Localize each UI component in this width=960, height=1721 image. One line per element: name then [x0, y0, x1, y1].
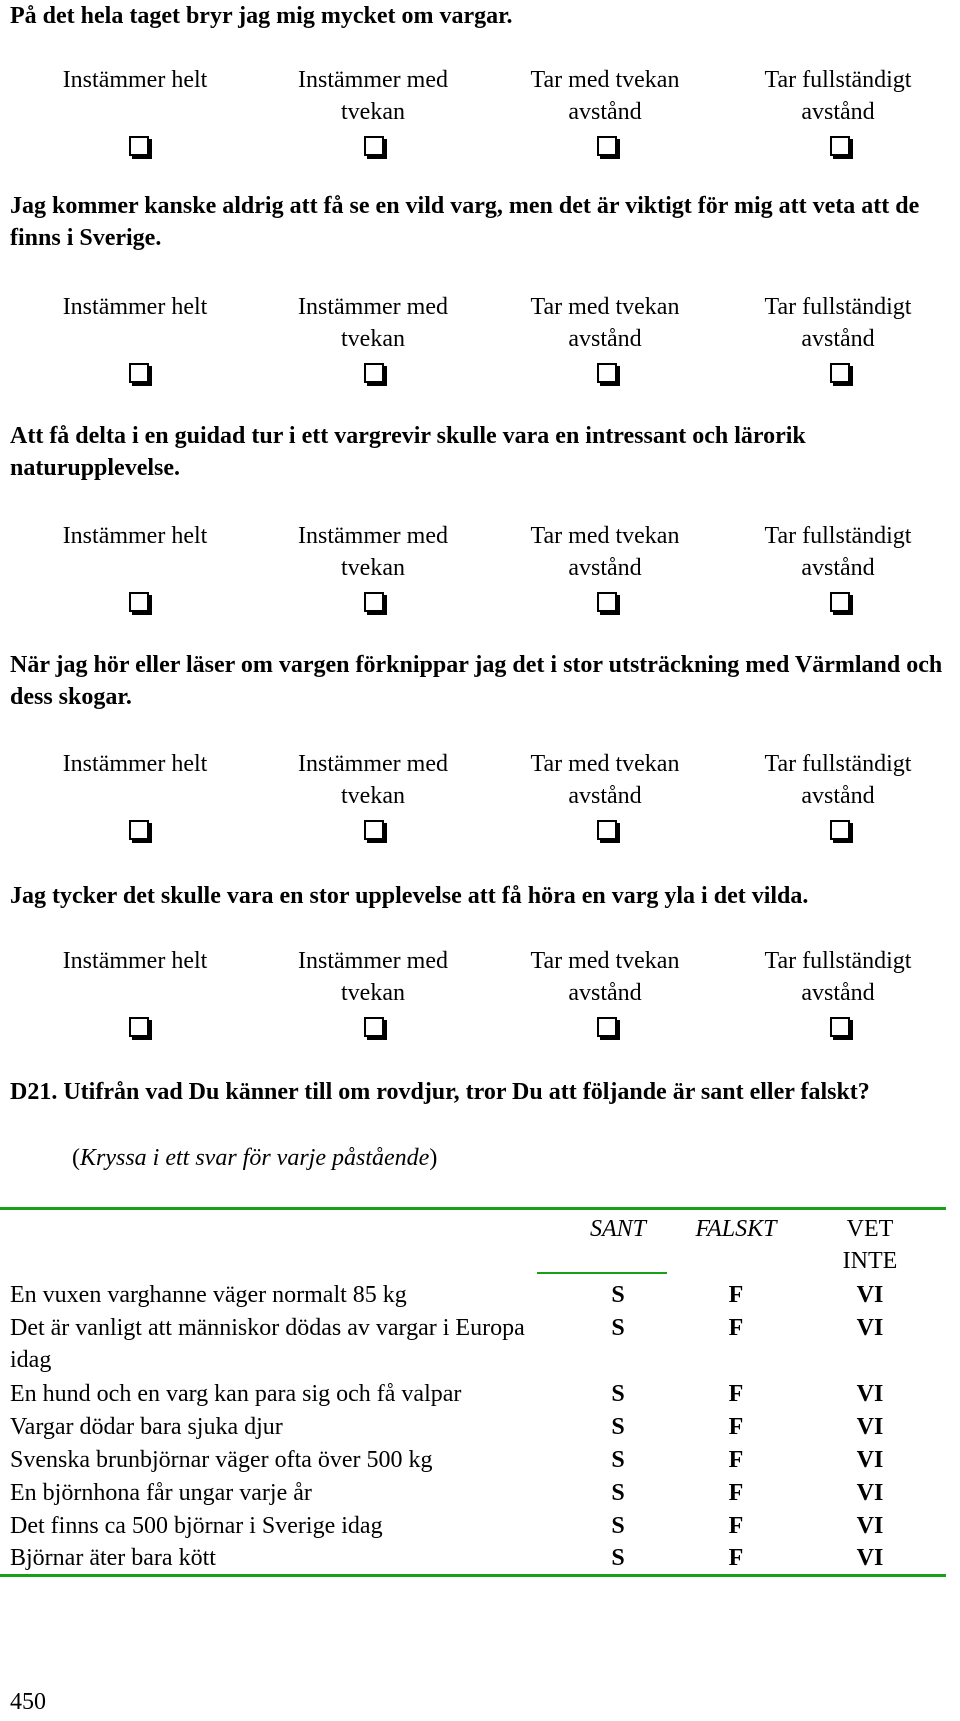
checkbox-agree-hesitant[interactable]: [364, 820, 384, 840]
option-label: Tar fullständigt: [764, 948, 912, 974]
header-label: VET: [846, 1216, 894, 1242]
option-label: avstånd: [801, 326, 875, 352]
question-5: Jag tycker det skulle vara en stor upplevelse att få höra en varg yla i det vilda.: [10, 883, 809, 909]
question-4: När jag hör eller läser om vargen förknippar jag det i stor utsträckning med Värmland och dess skogar.: [10, 652, 943, 710]
option-agree-hesitant: [268, 748, 478, 812]
option-label: Tar med tvekan: [530, 294, 680, 320]
option-agree-fully: [30, 748, 240, 780]
option-label: Instämmer helt: [62, 523, 208, 549]
option-agree-hesitant: [268, 291, 478, 355]
option-distance-fully: [733, 64, 943, 128]
instruction-text: Kryssa i ett svar för varje påstående: [80, 1145, 430, 1171]
option-label: avstånd: [568, 555, 642, 581]
option-label: avstånd: [801, 980, 875, 1006]
option-label: avstånd: [801, 783, 875, 809]
answer-dont-know[interactable]: VI: [856, 1315, 884, 1341]
checkbox-distance-hesitant[interactable]: [597, 592, 617, 612]
answer-false[interactable]: F: [728, 1282, 744, 1308]
option-label: Tar fullständigt: [764, 294, 912, 320]
checkbox-distance-hesitant[interactable]: [597, 1017, 617, 1037]
header-true: SANT: [589, 1216, 646, 1242]
checkbox-agree-hesitant[interactable]: [364, 592, 384, 612]
header-underline: [537, 1272, 667, 1274]
answer-false[interactable]: F: [728, 1480, 744, 1506]
likert-scale-4: [0, 748, 960, 848]
option-label: avstånd: [801, 555, 875, 581]
option-agree-fully: [30, 520, 240, 552]
answer-dont-know[interactable]: VI: [856, 1513, 884, 1539]
checkbox-distance-hesitant[interactable]: [597, 363, 617, 383]
option-label: avstånd: [568, 99, 642, 125]
option-label: Instämmer med: [298, 67, 448, 93]
header-dont-know: [820, 1213, 920, 1277]
statement: Björnar äter bara kött: [10, 1545, 216, 1571]
option-label: Instämmer helt: [62, 294, 208, 320]
option-label: tvekan: [341, 99, 405, 125]
checkbox-distance-hesitant[interactable]: [597, 136, 617, 156]
answer-false[interactable]: F: [728, 1545, 744, 1571]
question-d21-instruction: [72, 1142, 437, 1174]
page-number: 450: [10, 1689, 46, 1715]
statement: En björnhona får ungar varje år: [10, 1480, 312, 1506]
statement: Svenska brunbjörnar väger ofta över 500 kg: [10, 1447, 433, 1473]
answer-true[interactable]: S: [611, 1315, 625, 1341]
answer-dont-know[interactable]: VI: [856, 1282, 884, 1308]
option-distance-fully: [733, 520, 943, 584]
option-label: tvekan: [341, 980, 405, 1006]
option-label: Tar fullständigt: [764, 751, 912, 777]
instruction-paren: ): [429, 1145, 438, 1171]
answer-false[interactable]: F: [728, 1315, 744, 1341]
option-label: Tar med tvekan: [530, 948, 680, 974]
option-label: Instämmer med: [298, 751, 448, 777]
statement: En hund och en varg kan para sig och få valpar: [10, 1381, 462, 1407]
option-label: Tar fullständigt: [764, 523, 912, 549]
table-bottom-rule: [0, 1574, 946, 1577]
answer-false[interactable]: F: [728, 1447, 744, 1473]
checkbox-distance-fully[interactable]: [830, 592, 850, 612]
option-label: Instämmer helt: [62, 948, 208, 974]
checkbox-agree-fully[interactable]: [129, 592, 149, 612]
option-label: avstånd: [568, 783, 642, 809]
option-label: avstånd: [801, 99, 875, 125]
checkbox-agree-hesitant[interactable]: [364, 1017, 384, 1037]
answer-false[interactable]: F: [728, 1381, 744, 1407]
statement: Det är vanligt att människor dödas av vargar i Europa idag: [10, 1315, 525, 1373]
option-label: Tar med tvekan: [530, 751, 680, 777]
answer-true[interactable]: S: [611, 1282, 625, 1308]
option-distance-fully: [733, 291, 943, 355]
option-agree-hesitant: [268, 945, 478, 1009]
option-label: Instämmer helt: [62, 751, 208, 777]
likert-scale-1: [0, 64, 960, 164]
answer-false[interactable]: F: [728, 1414, 744, 1440]
question-d21-title: D21. Utifrån vad Du känner till om rovdjur, tror Du att följande är sant eller falskt?: [10, 1079, 870, 1105]
option-distance-fully: [733, 748, 943, 812]
question-3: Att få delta i en guidad tur i ett vargrevir skulle vara en intressant och lärorik naturupplevelse.: [10, 423, 806, 481]
option-distance-hesitant: [500, 945, 710, 1009]
option-label: Tar med tvekan: [530, 523, 680, 549]
checkbox-agree-fully[interactable]: [129, 136, 149, 156]
option-agree-hesitant: [268, 520, 478, 584]
checkbox-agree-fully[interactable]: [129, 363, 149, 383]
option-label: avstånd: [568, 980, 642, 1006]
answer-true[interactable]: S: [611, 1545, 625, 1571]
answer-true[interactable]: S: [611, 1414, 625, 1440]
likert-scale-5: [0, 945, 960, 1045]
checkbox-distance-fully[interactable]: [830, 136, 850, 156]
answer-dont-know[interactable]: VI: [856, 1381, 884, 1407]
statement: Det finns ca 500 björnar i Sverige idag: [10, 1513, 383, 1539]
instruction-paren: (: [72, 1145, 80, 1171]
option-agree-fully: [30, 64, 240, 96]
option-distance-fully: [733, 945, 943, 1009]
answer-false[interactable]: F: [728, 1513, 744, 1539]
option-distance-hesitant: [500, 520, 710, 584]
option-label: tvekan: [341, 555, 405, 581]
header-false: FALSKT: [695, 1216, 777, 1242]
option-distance-hesitant: [500, 291, 710, 355]
option-label: Instämmer helt: [62, 67, 208, 93]
answer-dont-know[interactable]: VI: [856, 1414, 884, 1440]
question-2: Jag kommer kanske aldrig att få se en vild varg, men det är viktigt för mig att veta att de finns i Sverige.: [10, 193, 920, 251]
checkbox-distance-fully[interactable]: [830, 1017, 850, 1037]
answer-dont-know[interactable]: VI: [856, 1447, 884, 1473]
question-1: På det hela taget bryr jag mig mycket om vargar.: [10, 3, 513, 29]
table-top-rule: [0, 1207, 946, 1210]
option-label: Instämmer med: [298, 294, 448, 320]
answer-dont-know[interactable]: VI: [856, 1545, 884, 1571]
answer-dont-know[interactable]: VI: [856, 1480, 884, 1506]
option-distance-hesitant: [500, 748, 710, 812]
checkbox-agree-hesitant[interactable]: [364, 136, 384, 156]
checkbox-distance-fully[interactable]: [830, 820, 850, 840]
likert-scale-2: [0, 291, 960, 391]
answer-true[interactable]: S: [611, 1513, 625, 1539]
header-label: INTE: [842, 1248, 898, 1274]
likert-scale-3: [0, 520, 960, 620]
option-label: Tar fullständigt: [764, 67, 912, 93]
answer-true[interactable]: S: [611, 1381, 625, 1407]
checkbox-distance-hesitant[interactable]: [597, 820, 617, 840]
option-label: tvekan: [341, 783, 405, 809]
option-label: avstånd: [568, 326, 642, 352]
checkbox-agree-hesitant[interactable]: [364, 363, 384, 383]
statement: Vargar dödar bara sjuka djur: [10, 1414, 283, 1440]
option-agree-hesitant: [268, 64, 478, 128]
statement: En vuxen varghanne väger normalt 85 kg: [10, 1282, 407, 1308]
option-agree-fully: [30, 945, 240, 977]
option-label: Instämmer med: [298, 948, 448, 974]
checkbox-distance-fully[interactable]: [830, 363, 850, 383]
option-label: tvekan: [341, 326, 405, 352]
option-label: Instämmer med: [298, 523, 448, 549]
option-label: Tar med tvekan: [530, 67, 680, 93]
checkbox-agree-fully[interactable]: [129, 820, 149, 840]
option-distance-hesitant: [500, 64, 710, 128]
option-agree-fully: [30, 291, 240, 323]
checkbox-agree-fully[interactable]: [129, 1017, 149, 1037]
answer-true[interactable]: S: [611, 1447, 625, 1473]
answer-true[interactable]: S: [611, 1480, 625, 1506]
